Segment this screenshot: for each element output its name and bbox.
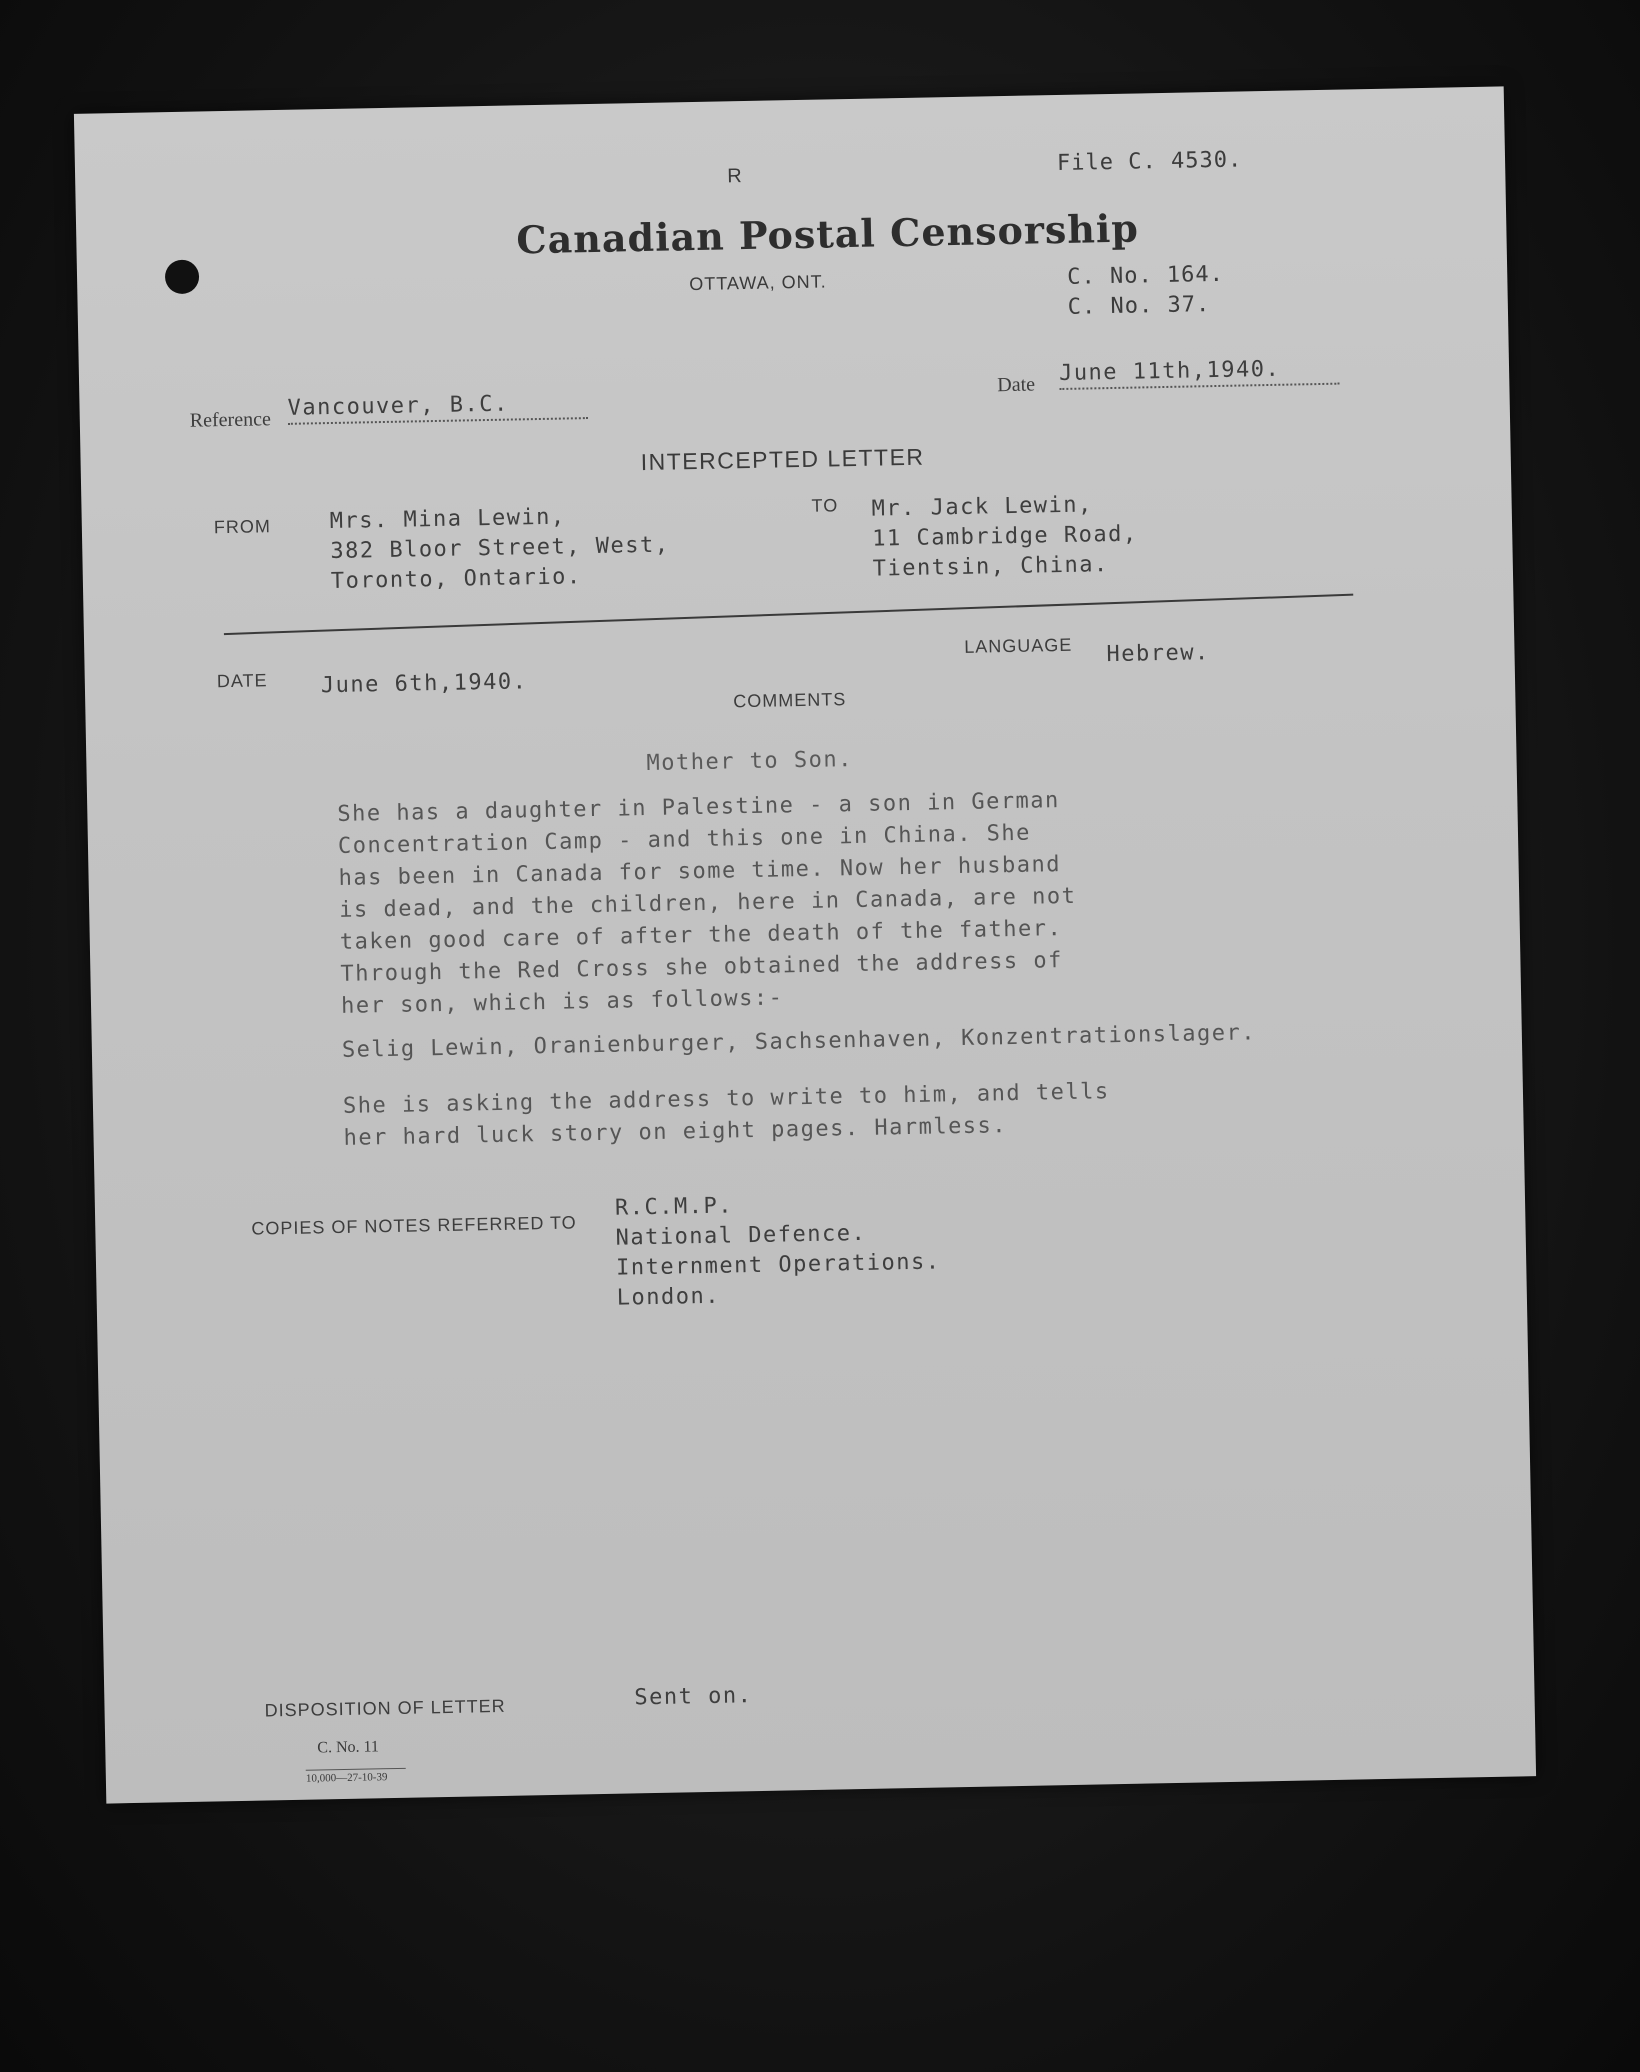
comments-line: Through the Red Cross she obtained the address of	[340, 948, 1064, 987]
disposition-value: Sent on.	[634, 1683, 753, 1711]
from-line: 382 Bloor Street, West,	[330, 532, 670, 565]
letter-date-label: DATE	[216, 670, 268, 692]
date-value: June 11th,1940.	[1059, 356, 1340, 390]
copies-line: National Defence.	[615, 1220, 867, 1251]
to-line: Mr. Jack Lewin,	[871, 492, 1094, 522]
from-address	[330, 501, 671, 597]
reference-value: Vancouver, B.C.	[287, 390, 588, 425]
closing-line: her hard luck story on eight pages. Harmless.	[343, 1113, 1008, 1151]
camp-address: Selig Lewin, Oranienburger, Sachsenhaven, Konzentrationslager.	[341, 1020, 1257, 1063]
copies-list	[615, 1187, 942, 1313]
disposition-label: DISPOSITION OF LETTER	[264, 1695, 506, 1721]
comments-line: taken good care of after the death of the father.	[339, 916, 1063, 955]
comments-label: COMMENTS	[733, 689, 847, 712]
copies-line: London.	[616, 1283, 721, 1311]
from-line: Mrs. Mina Lewin,	[329, 504, 566, 535]
form-title: Canadian Postal Censorship	[515, 205, 1140, 263]
comments-paragraph	[337, 785, 1078, 1023]
from-line: Toronto, Ontario.	[330, 564, 582, 595]
comments-line: has been in Canada for some time. Now her husband	[338, 852, 1062, 891]
comments-line: is dead, and the children, here in Canada, are not	[339, 883, 1077, 923]
comments-line: She has a daughter in Palestine - a son in German	[337, 788, 1061, 827]
censorship-form	[74, 86, 1536, 1803]
to-address	[871, 490, 1138, 585]
intercepted-letter-heading: INTERCEPTED LETTER	[640, 443, 925, 476]
divider-line	[224, 594, 1353, 635]
to-label: TO	[811, 495, 839, 516]
copies-label: COPIES OF NOTES REFERRED TO	[251, 1212, 577, 1239]
to-line: 11 Cambridge Road,	[871, 521, 1138, 552]
reference-label: Reference	[189, 408, 272, 432]
copies-line: R.C.M.P.	[614, 1193, 734, 1221]
language-value: Hebrew.	[1106, 640, 1210, 668]
form-subtitle: OTTAWA, ONT.	[689, 271, 827, 295]
language-label: LANGUAGE	[964, 634, 1073, 657]
form-mark: R	[727, 165, 742, 188]
closing-line: She is asking the address to write to him, and tells	[342, 1079, 1110, 1119]
c-number-1: C. No. 164.	[1066, 261, 1225, 290]
file-number: File C. 4530.	[1056, 147, 1243, 177]
comments-line: Concentration Camp - and this one in China. She	[337, 820, 1032, 859]
comments-line: her son, which is as follows:-	[340, 985, 784, 1019]
copies-line: Internment Operations.	[615, 1249, 941, 1281]
c-number-2: C. No. 37.	[1067, 292, 1211, 320]
comments-closing	[343, 1076, 1111, 1155]
letter-date-value: June 6th,1940.	[320, 669, 528, 699]
form-print-code: 10,000—27-10-39	[306, 1768, 406, 1785]
date-label: Date	[997, 373, 1036, 397]
comments-heading: Mother to Son.	[646, 747, 854, 777]
from-label: FROM	[213, 516, 272, 538]
form-number: C. No. 11	[317, 1738, 380, 1757]
to-line: Tientsin, China.	[872, 552, 1109, 582]
punch-hole	[165, 260, 200, 295]
